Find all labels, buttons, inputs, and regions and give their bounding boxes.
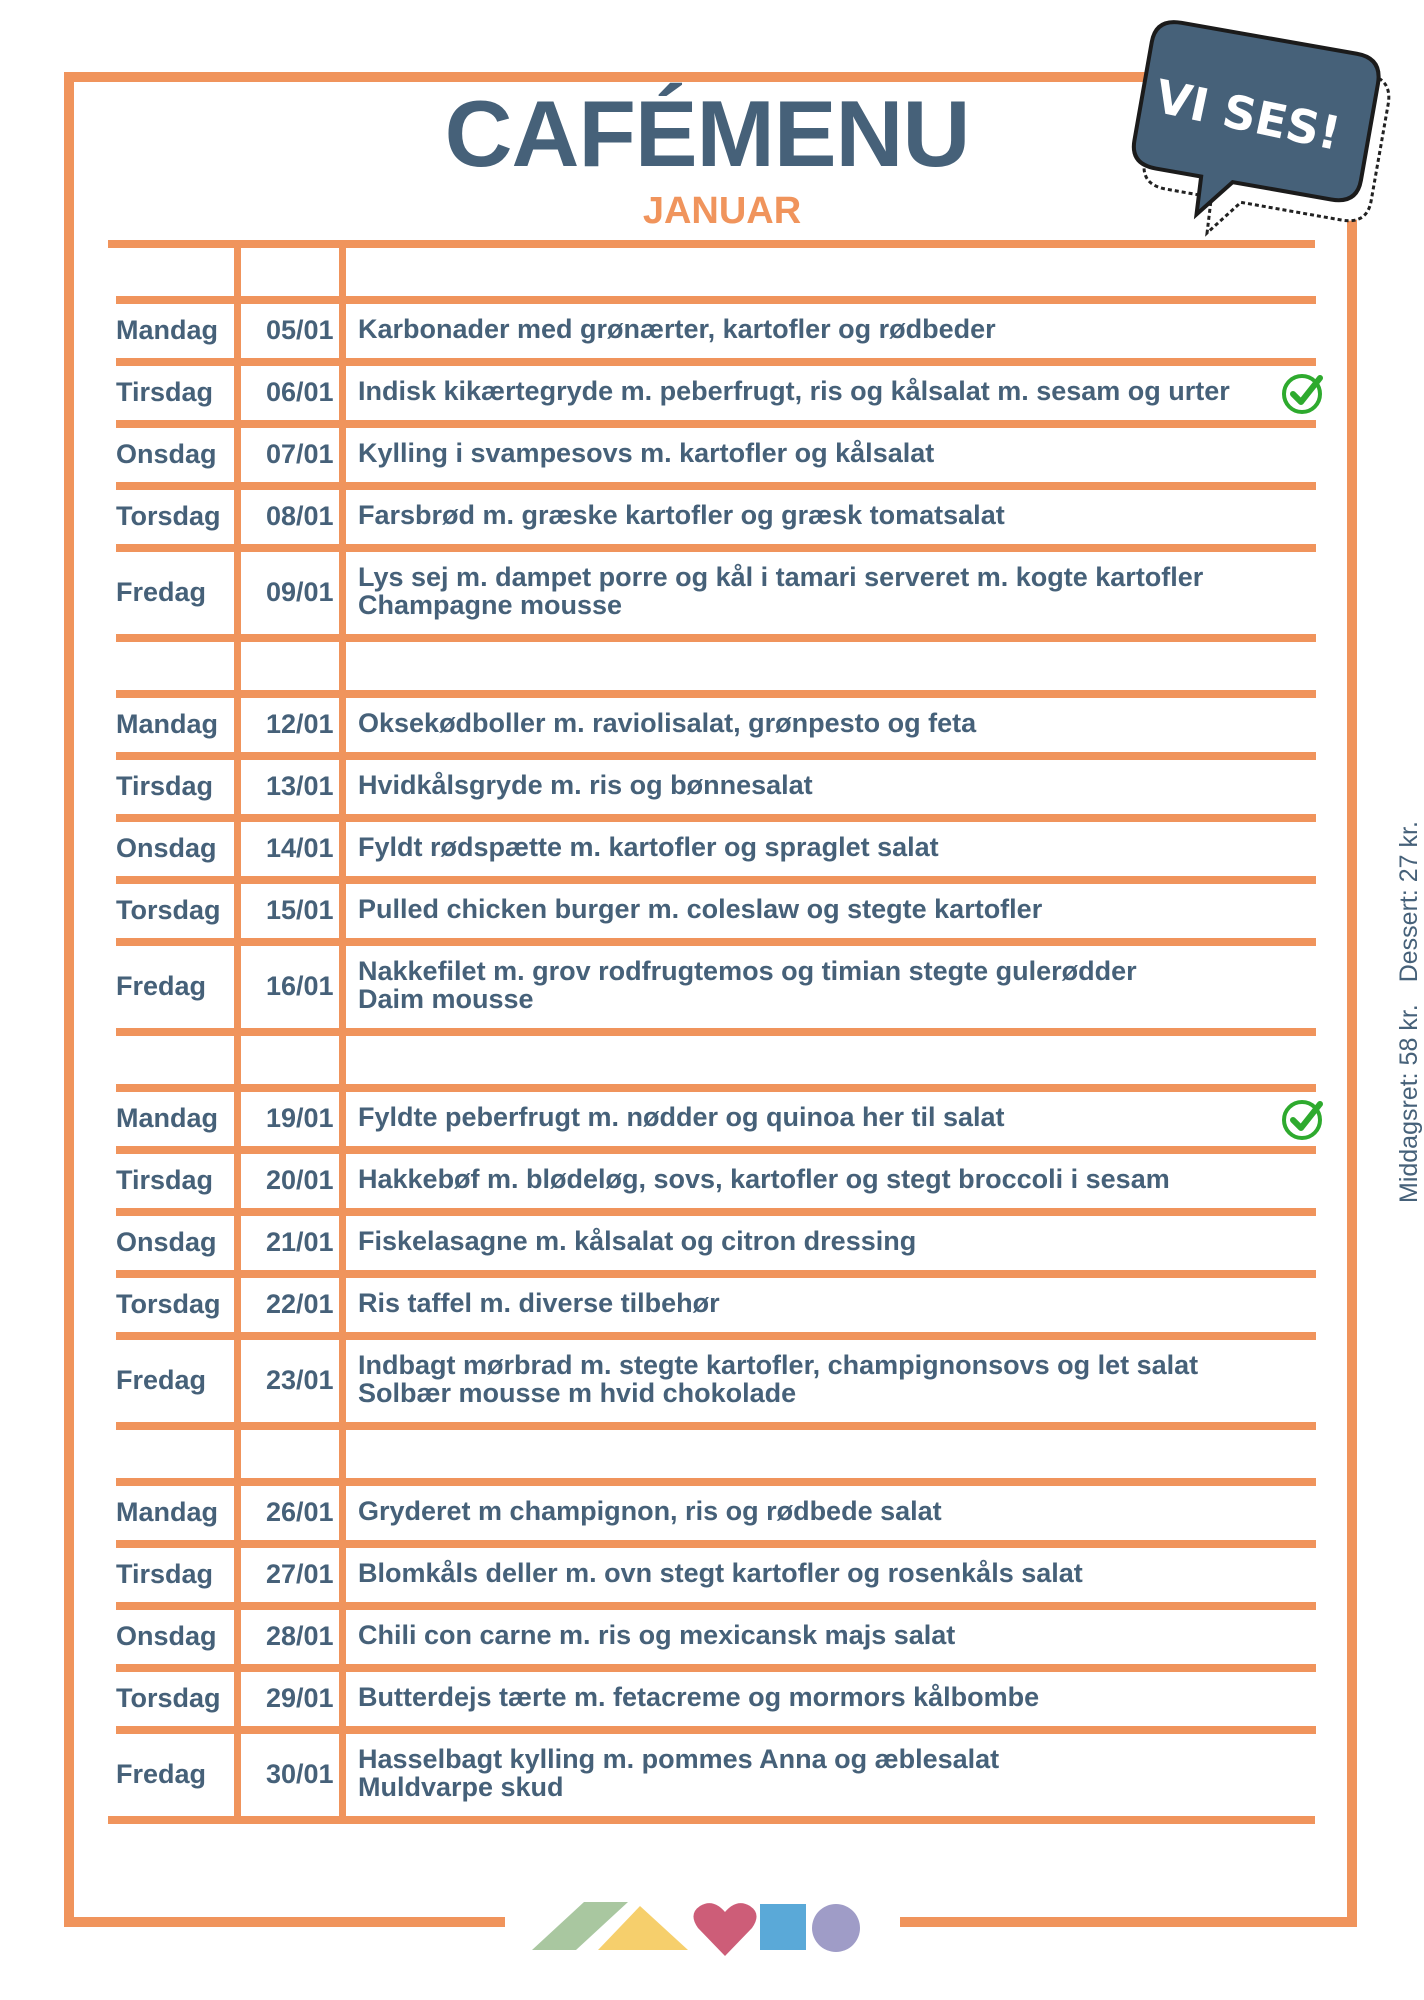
checkmark-icon (1280, 370, 1326, 416)
dish-description (358, 709, 976, 737)
row-divider (116, 1726, 1316, 1734)
dish-name: Hakkebøf m. blødeløg, sovs, kartofler og stegt broccoli i sesam (358, 1164, 1170, 1194)
blue-square-icon (760, 1904, 806, 1950)
dish-description (358, 563, 1203, 619)
month-subtitle: JANUAR (642, 190, 802, 232)
price-note (1395, 821, 1424, 1203)
row-divider (116, 876, 1316, 884)
date-cell: 09/01 (266, 577, 334, 607)
date-cell: 29/01 (266, 1683, 334, 1713)
day-column-divider (234, 240, 241, 1824)
row-divider (116, 1422, 1316, 1430)
dish-name: Hasselbagt kylling m. pommes Anna og æblesalat (358, 1744, 1000, 1774)
row-divider (108, 1816, 1315, 1824)
row-divider (116, 1540, 1316, 1548)
dish-description (358, 1683, 1039, 1711)
day-name: Fredag (116, 1759, 207, 1789)
date-cell: 26/01 (266, 1497, 334, 1527)
date-cell: 13/01 (266, 771, 334, 801)
dish-name: Karbonader med grønærter, kartofler og rødbeder (358, 314, 996, 344)
day-name: Onsdag (116, 439, 217, 469)
row-divider (116, 1664, 1316, 1672)
row-divider (116, 1270, 1316, 1278)
row-divider (116, 296, 1316, 304)
dish-name: Chili con carne m. ris og mexicansk majs salat (358, 1620, 956, 1650)
row-divider (116, 358, 1316, 366)
dessert-name: Muldvarpe skud (358, 1772, 564, 1802)
dish-name: Fyldt rødspætte m. kartofler og spraglet salat (358, 832, 939, 862)
dish-name: Pulled chicken burger m. coleslaw og stegte kartofler (358, 894, 1043, 924)
row-divider (116, 690, 1316, 698)
day-name: Tirsdag (116, 1559, 214, 1589)
row-divider (116, 1028, 1316, 1036)
dish-description (358, 1103, 1005, 1131)
dish-name: Indbagt mørbrad m. stegte kartofler, champignonsovs og let salat (358, 1350, 1199, 1380)
row-divider (116, 544, 1316, 552)
dish-description (358, 439, 934, 467)
row-divider (116, 420, 1316, 428)
dish-description (358, 957, 1137, 1013)
page-title: CAFÉMENU (444, 81, 970, 186)
dessert-name: Solbær mousse m hvid chokolade (358, 1378, 797, 1408)
menu-table (108, 240, 1315, 1824)
dish-name: Indisk kikærtegryde m. peberfrugt, ris og kålsalat m. sesam og urter (358, 376, 1230, 406)
date-cell: 07/01 (266, 439, 334, 469)
dish-description (358, 771, 813, 799)
dessert-name: Champagne mousse (358, 590, 623, 620)
main-course-price: Middagsret: 58 kr. (1395, 1004, 1423, 1203)
dish-description (358, 1621, 955, 1649)
dish-description (358, 1745, 999, 1801)
day-name: Mandag (116, 315, 219, 345)
dish-description (358, 895, 1042, 923)
date-cell: 14/01 (266, 833, 334, 863)
day-name: Fredag (116, 971, 207, 1001)
dish-description (358, 1497, 942, 1525)
date-cell: 06/01 (266, 377, 334, 407)
row-divider (116, 1478, 1316, 1486)
row-divider (116, 482, 1316, 490)
date-cell: 16/01 (266, 971, 334, 1001)
dish-name: Nakkefilet m. grov rodfrugtemos og timian stegte gulerødder (358, 956, 1137, 986)
row-divider (116, 1208, 1316, 1216)
dish-description (358, 1227, 916, 1255)
dish-name: Oksekødboller m. raviolisalat, grønpesto og feta (358, 708, 977, 738)
dish-name: Lys sej m. dampet porre og kål i tamari serveret m. kogte kartofler (358, 562, 1204, 592)
dish-name: Butterdejs tærte m. fetacreme og mormors kålbombe (358, 1682, 1040, 1712)
badge-text: VI SES! (1150, 69, 1346, 161)
date-cell: 19/01 (266, 1103, 334, 1133)
row-divider (116, 938, 1316, 946)
dish-description (358, 1559, 1083, 1587)
date-cell: 21/01 (266, 1227, 334, 1257)
dish-description (358, 501, 1005, 529)
date-cell: 20/01 (266, 1165, 334, 1195)
date-cell: 12/01 (266, 709, 334, 739)
dish-name: Gryderet m champignon, ris og rødbede salat (358, 1496, 942, 1526)
footer-logo (530, 1898, 870, 1960)
dish-name: Kylling i svampesovs m. kartofler og kålsalat (358, 438, 935, 468)
row-divider (116, 814, 1316, 822)
day-name: Fredag (116, 577, 207, 607)
day-name: Onsdag (116, 1227, 217, 1257)
day-name: Onsdag (116, 833, 217, 863)
dish-description (358, 315, 996, 343)
day-name: Mandag (116, 1103, 219, 1133)
day-name: Tirsdag (116, 771, 214, 801)
row-divider (116, 1332, 1316, 1340)
table-top-border (108, 240, 1315, 248)
date-cell: 22/01 (266, 1289, 334, 1319)
dish-name: Farsbrød m. græske kartofler og græsk tomatsalat (358, 500, 1005, 530)
dessert-price: Dessert: 27 kr. (1395, 821, 1423, 983)
dish-name: Blomkåls deller m. ovn stegt kartofler og rosenkåls salat (358, 1558, 1083, 1588)
dish-description (358, 1289, 720, 1317)
date-cell: 30/01 (266, 1759, 334, 1789)
dish-description (358, 1351, 1198, 1407)
checkmark-icon (1280, 1096, 1326, 1142)
dish-description (358, 1165, 1170, 1193)
day-name: Fredag (116, 1365, 207, 1395)
day-name: Torsdag (116, 1683, 221, 1713)
purple-circle-icon (812, 1904, 860, 1952)
day-name: Mandag (116, 1497, 219, 1527)
date-cell: 23/01 (266, 1365, 334, 1395)
dish-name: Fiskelasagne m. kålsalat og citron dressing (358, 1226, 917, 1256)
date-cell: 15/01 (266, 895, 334, 925)
row-divider (116, 1602, 1316, 1610)
date-cell: 28/01 (266, 1621, 334, 1651)
dessert-name: Daim mousse (358, 984, 534, 1014)
row-divider (116, 752, 1316, 760)
day-name: Onsdag (116, 1621, 217, 1651)
date-cell: 08/01 (266, 501, 334, 531)
day-name: Tirsdag (116, 377, 214, 407)
date-cell: 27/01 (266, 1559, 334, 1589)
day-name: Mandag (116, 709, 219, 739)
day-name: Torsdag (116, 501, 221, 531)
row-divider (116, 1084, 1316, 1092)
row-divider (116, 634, 1316, 642)
dish-description (358, 833, 939, 861)
dish-name: Hvidkålsgryde m. ris og bønnesalat (358, 770, 813, 800)
dish-description (358, 377, 1230, 405)
date-cell: 05/01 (266, 315, 334, 345)
row-divider (116, 1146, 1316, 1154)
dish-name: Ris taffel m. diverse tilbehør (358, 1288, 720, 1318)
date-column-divider (339, 240, 346, 1824)
day-name: Tirsdag (116, 1165, 214, 1195)
day-name: Torsdag (116, 1289, 221, 1319)
day-name: Torsdag (116, 895, 221, 925)
pink-heart-icon (693, 1903, 756, 1956)
dish-name: Fyldte peberfrugt m. nødder og quinoa her til salat (358, 1102, 1005, 1132)
